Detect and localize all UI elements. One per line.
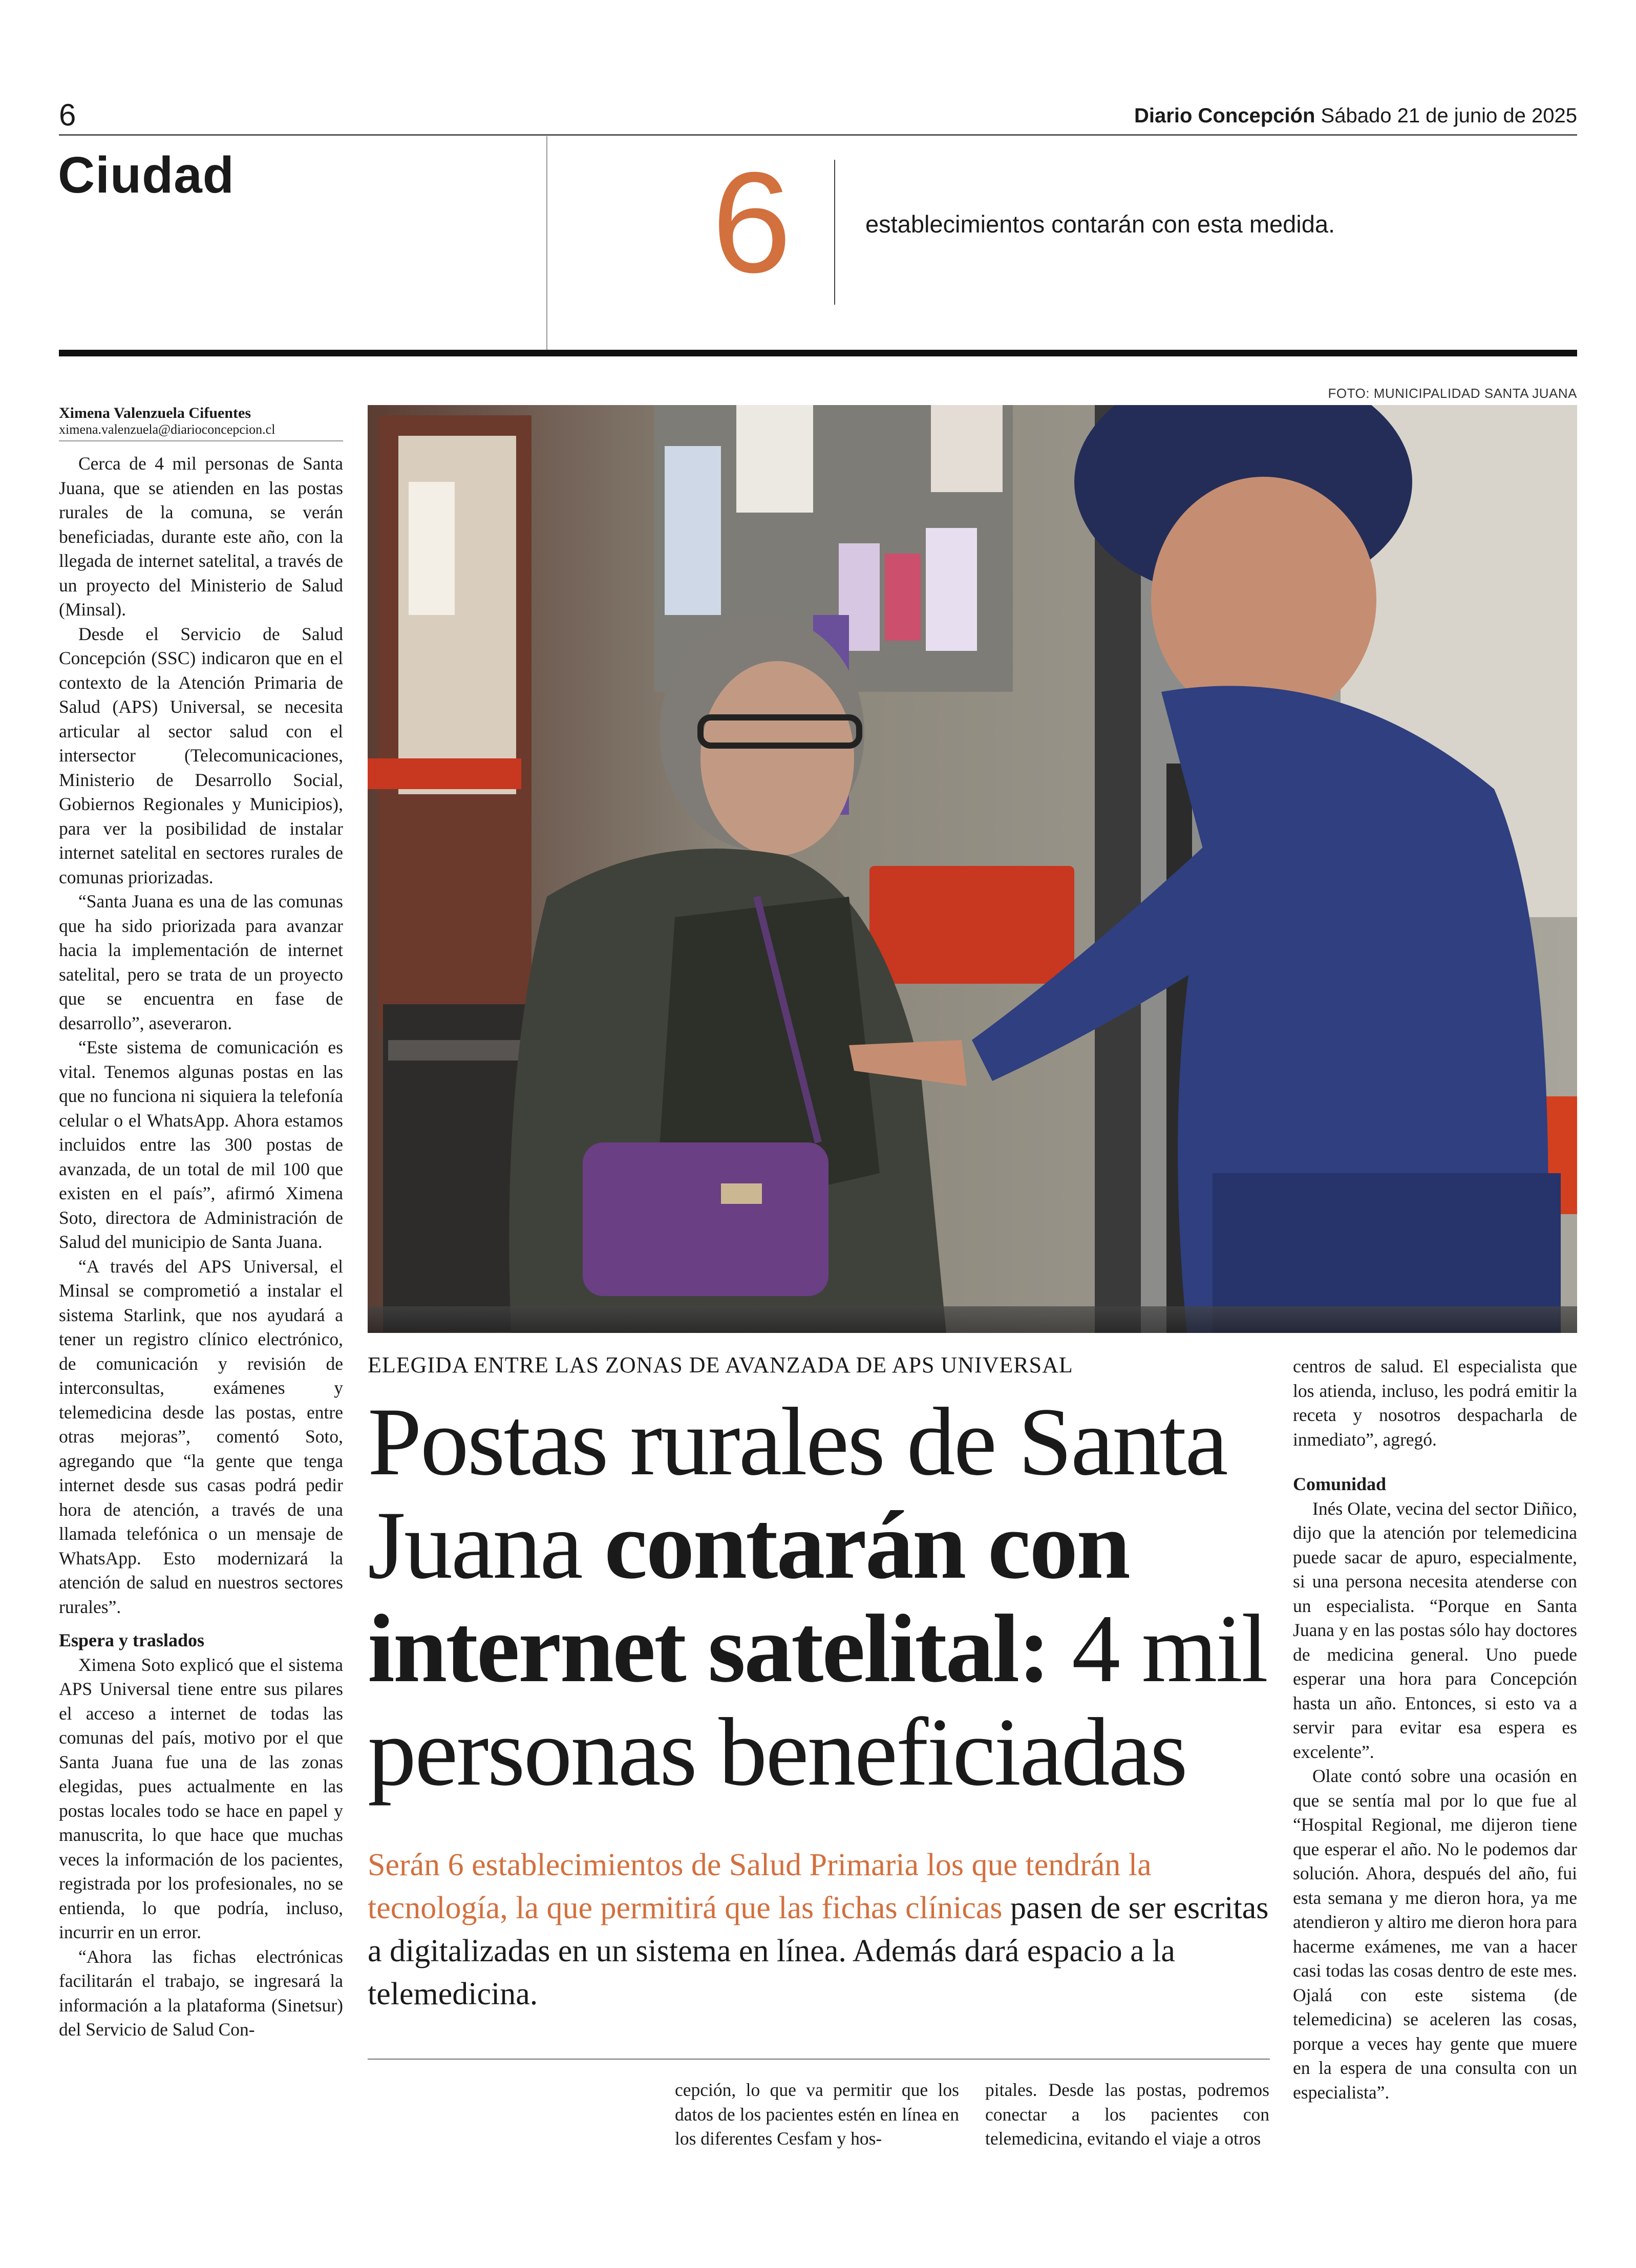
highlight-stat-number: 6 [712, 143, 792, 303]
section-divider [546, 136, 547, 350]
headline-part-2: 4 mil personas beneficiadas [368, 1595, 1267, 1806]
paragraph: Inés Olate, vecina del sector Diñico, dijo que la atención por telemedicina puede sacar de apuro, especialmente, si una persona necesita atenderse con un especialista. “Porque en Santa Juana y en las postas sólo hay doctores de medicina general. Uno puede esperar una hora para Concepción hasta un año. Entonces, si esto va a servir para evitar esa espera es excelente”. [1293, 1498, 1577, 1762]
paragraph: Olate contó sobre una ocasión en que se sentía mal por lo que fue al “Hospital Regional, me dijeron tiene que esperar el año. No le podemos dar solución. Ahora, después del año, fui esta semana y me dieron hora, ya me atendieron y altiro me dieron hora para hacerme exámenes, me van a hacer casi todas las cosas dentro de este mes. Ojalá con este sistema (de telemedicina) se aceleren las cosas, porque a veces hay gente que muere en la espera de una consulta con un especialista”. [1293, 1766, 1577, 2103]
paragraph: Ximena Soto explicó que el sistema APS Universal tiene entre sus pilares el acceso a internet de todas las comunas del país, motivo por el que Santa Juana fue una de las zonas elegidas, pues actualmente en las postas locales todo se hace en papel y manuscrita, lo que hace que muchas veces la información de los pacientes, registrada por los profesionales, no se entienda, lo que podría, incluso, incurrir en un error. [59, 1654, 343, 1942]
byline [59, 405, 343, 441]
masthead [1134, 104, 1577, 128]
deck-accent: Serán 6 establecimientos de Salud Primaria los que tendrán la tecnología, la que permitirá que las fichas clínicas [368, 1848, 1152, 1925]
article-body-middle-column-b [985, 2078, 1269, 2151]
paragraph: Cerca de 4 mil personas de Santa Juana, que se atienden en las postas rurales de la comuna, se verán beneficiadas, durante este año, con la llegada de internet satelital, a través de un proyecto del Ministerio de Salud (Minsal). [59, 453, 343, 620]
photo-credit: FOTO: MUNICIPALIDAD SANTA JUANA [1328, 386, 1577, 401]
paragraph: “Santa Juana es una de las comunas que ha sido priorizada para avanzar hacia la implementación de internet satelital, pero se trata de un proyecto que se encuentra en fase de desarrollo”, aseveraron. [59, 891, 343, 1033]
article-body-left-column [59, 452, 343, 2042]
headline [368, 1390, 1279, 1804]
paragraph: “Este sistema de comunicación es vital. Tenemos algunas postas en las que no funciona ni siquiera la telefonía celular o el WhatsApp. Ahora estamos incluidos entre las 300 postas de avanzada, de un total de mil 100 que existen en el país”, afirmó Ximena Soto, directora de Administración de Salud del municipio de Santa Juana. [59, 1037, 343, 1252]
section-title: Ciudad [58, 146, 235, 204]
deck-rest: pasen de ser escritas a digitalizadas en un sistema en línea. Además dará espacio a la telemedicina. [368, 1891, 1269, 2011]
kicker: ELEGIDA ENTRE LAS ZONAS DE AVANZADA DE APS UNIVERSAL [368, 1352, 1073, 1377]
paragraph: Desde el Servicio de Salud Concepción (SSC) indicaron que en el contexto de la Atención Primaria de Salud (APS) Universal, se necesita articular al sector salud con el intersector (Telecomunicaciones, Ministerio de Desarrollo Social, Gobiernos Regionales y Municipios), para ver la posibilidad de instalar internet satelital en sectores rurales de comunas priorizadas. [59, 623, 343, 887]
photo-illustration [368, 405, 1577, 1333]
byline-email: ximena.valenzuela@diarioconcepcion.cl [59, 422, 275, 437]
paragraph: “A través del APS Universal, el Minsal se comprometió a instalar el sistema Starlink, que nos ayudará a tener un registro clínico electrónico, de comunicación y revisión de interconsultas, exámenes y telemedicina desde las postas, entre otras mejoras”, comentó Soto, agregando que “la gente que tenga internet desde sus casas podrá pedir hora de atención, a través de una llamada telefónica o un mensaje de WhatsApp. Esto modernizará la atención de salud en nuestros sectores rurales”. [59, 1256, 343, 1617]
article-photo [368, 405, 1577, 1333]
page-number: 6 [59, 98, 76, 132]
subhead-comunidad: Comunidad [1293, 1474, 1387, 1494]
subhead-espera-traslados: Espera y traslados [59, 1630, 205, 1650]
top-rule [59, 134, 1577, 136]
stat-divider [834, 160, 835, 305]
highlight-stat-caption: establecimientos contarán con esta medida. [865, 210, 1335, 238]
issue-date: Sábado 21 de junio de 2025 [1321, 104, 1577, 127]
newspaper-name: Diario Concepción [1134, 104, 1315, 127]
article-body-middle-column-a [675, 2078, 959, 2151]
paragraph: centros de salud. El especialista que los atienda, incluso, les podrá emitir la receta y nosotros despacharla de inmediato”, agregó. [1293, 1356, 1577, 1450]
paragraph: cepción, lo que va permitir que los datos de los pacientes estén en línea en los diferentes Cesfam y hos- [675, 2080, 959, 2149]
paragraph: “Ahora las fichas electrónicas facilitarán el trabajo, se ingresará la información a la plataforma (Sinetsur) del Servicio de Salud Con- [59, 1946, 343, 2040]
deck [368, 1843, 1269, 2016]
header-thick-rule [59, 350, 1577, 356]
headline-part-1: Postas rurales de Santa Juana [368, 1388, 1227, 1599]
article-body-right-column [1293, 1354, 1577, 2105]
paragraph: pitales. Desde las postas, podremos conectar a los pacientes con telemedicina, evitando el viaje a otros [985, 2080, 1269, 2149]
headline-bold: contarán con internet satelital: [368, 1492, 1129, 1703]
byline-author: Ximena Valenzuela Cifuentes [59, 405, 251, 421]
deck-rule [368, 2059, 1270, 2060]
